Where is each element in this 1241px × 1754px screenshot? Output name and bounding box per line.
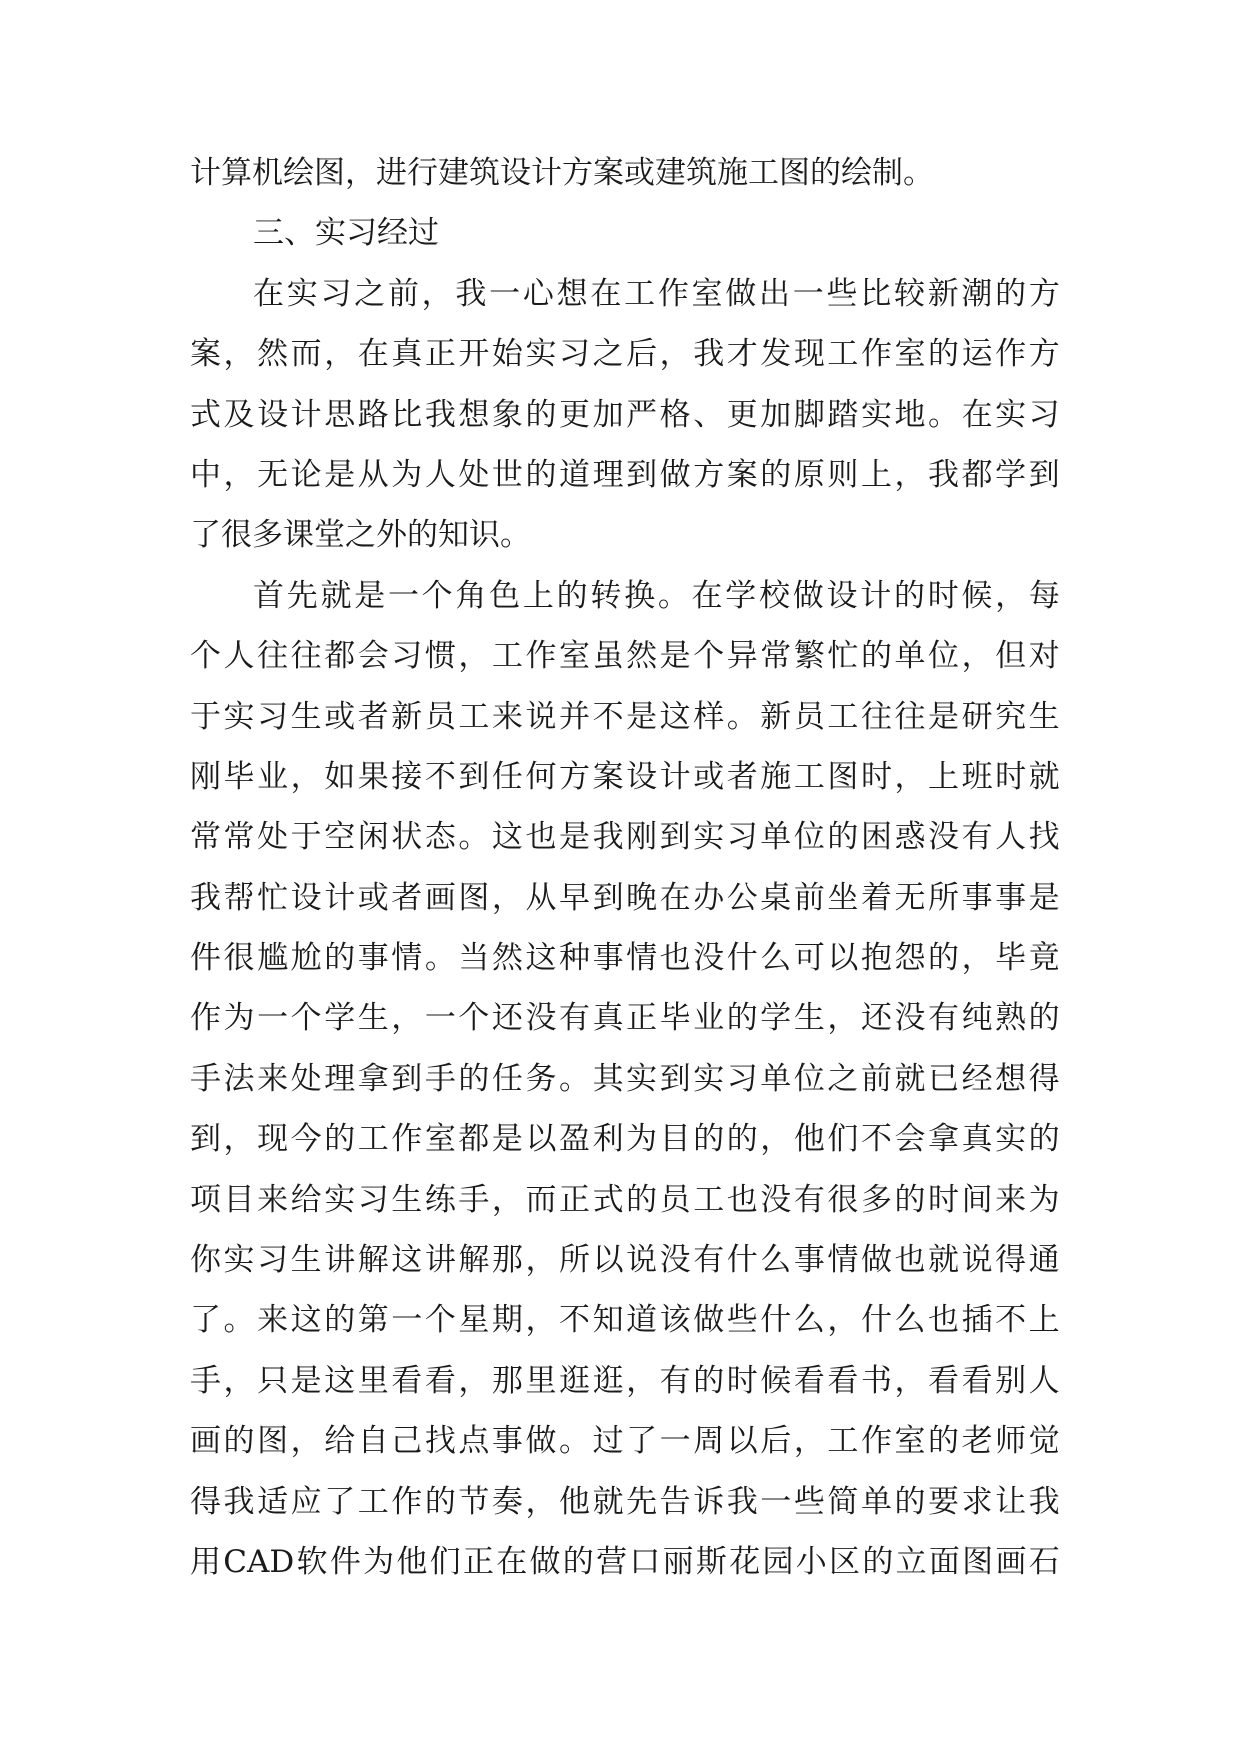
text-line: 式 及 设 计 思 路 比 我 想 象 的 更 加 严 格 、 更 加 脚 踏 实 地 。 在 实 习 [190, 396, 1060, 433]
text-line: 到 ， 现 今 的 工 作 室 都 是 以 盈 利 为 目 的 的 ， 他 们 不 会 拿 真 实 的 [190, 1121, 1060, 1158]
text-line: 首 先 就 是 一 个 角 色 上 的 转 换 。 在 学 校 做 设 计 的 时 候 ， 每 [253, 577, 1060, 614]
text-line: 件 很 尴 尬 的 事 情 。 当 然 这 种 事 情 也 没 什 么 可 以 抱 怨 的 ， 毕 竟 [190, 940, 1060, 977]
text-line: 刚 毕 业 ， 如 果 接 不 到 任 何 方 案 设 计 或 者 施 工 图 时 ， 上 班 时 就 [190, 758, 1060, 795]
text-line: 得 我 适 应 了 工 作 的 节 奏 ， 他 就 先 告 诉 我 一 些 简 单 的 要 求 让 我 [190, 1483, 1060, 1520]
text-line: 画 的 图 ， 给 自 己 找 点 事 做 。 过 了 一 周 以 后 ， 工 作 室 的 老 师 觉 [190, 1423, 1060, 1460]
text-line: 案 ， 然 而 ， 在 真 正 开 始 实 习 之 后 ， 我 才 发 现 工 作 室 的 运 作 方 [190, 336, 1060, 373]
text-line: 于 实 习 生 或 者 新 员 工 来 说 并 不 是 这 样 。 新 员 工 往 往 是 研 究 生 [190, 698, 1060, 735]
text-line: 了很多课堂之外的知识。 [190, 517, 531, 554]
text-line: 三、实习经过 [253, 215, 439, 252]
text-line: 常 常 处 于 空 闲 状 态 。 这 也 是 我 刚 到 实 习 单 位 的 困 惑 没 有 人 找 [190, 819, 1060, 856]
text-line: 在 实 习 之 前 ， 我 一 心 想 在 工 作 室 做 出 一 些 比 较 新 潮 的 方 [253, 275, 1060, 312]
text-line: 中 ， 无 论 是 从 为 人 处 世 的 道 理 到 做 方 案 的 原 则 上 ， 我 都 学 到 [190, 456, 1060, 493]
text-line: 我 帮 忙 设 计 或 者 画 图 ， 从 早 到 晚 在 办 公 桌 前 坐 着 无 所 事 事 是 [190, 879, 1060, 916]
text-line: 作 为 一 个 学 生 ， 一 个 还 没 有 真 正 毕 业 的 学 生 ， 还 没 有 纯 熟 的 [190, 1000, 1060, 1037]
text-line: 项 目 来 给 实 习 生 练 手 ， 而 正 式 的 员 工 也 没 有 很 多 的 时 间 来 为 [190, 1181, 1060, 1218]
text-line: 手 法 来 处 理 拿 到 手 的 任 务 。 其 实 到 实 习 单 位 之 前 就 已 经 想 得 [190, 1060, 1060, 1097]
text-line: 计算机绘图，进行建筑设计方案或建筑施工图的绘制。 [190, 155, 934, 191]
document-body [190, 155, 1060, 1607]
text-line: 了 。 来 这 的 第 一 个 星 期 ， 不 知 道 该 做 些 什 么 ， 什 么 也 插 不 上 [190, 1302, 1060, 1339]
text-line: 个 人 往 往 都 会 习 惯 ， 工 作 室 虽 然 是 个 异 常 繁 忙 的 单 位 ， 但 对 [190, 638, 1060, 675]
text-line: 你 实 习 生 讲 解 这 讲 解 那 ， 所 以 说 没 有 什 么 事 情 做 也 就 说 得 通 [190, 1242, 1060, 1279]
text-line: 用 CAD 软 件 为 他 们 正 在 做 的 营 口 丽 斯 花 园 小 区 的 立 面 图 画 石 [190, 1543, 1060, 1580]
text-line: 手 ， 只 是 这 里 看 看 ， 那 里 逛 逛 ， 有 的 时 候 看 看 书 ， 看 看 别 人 [190, 1362, 1060, 1399]
